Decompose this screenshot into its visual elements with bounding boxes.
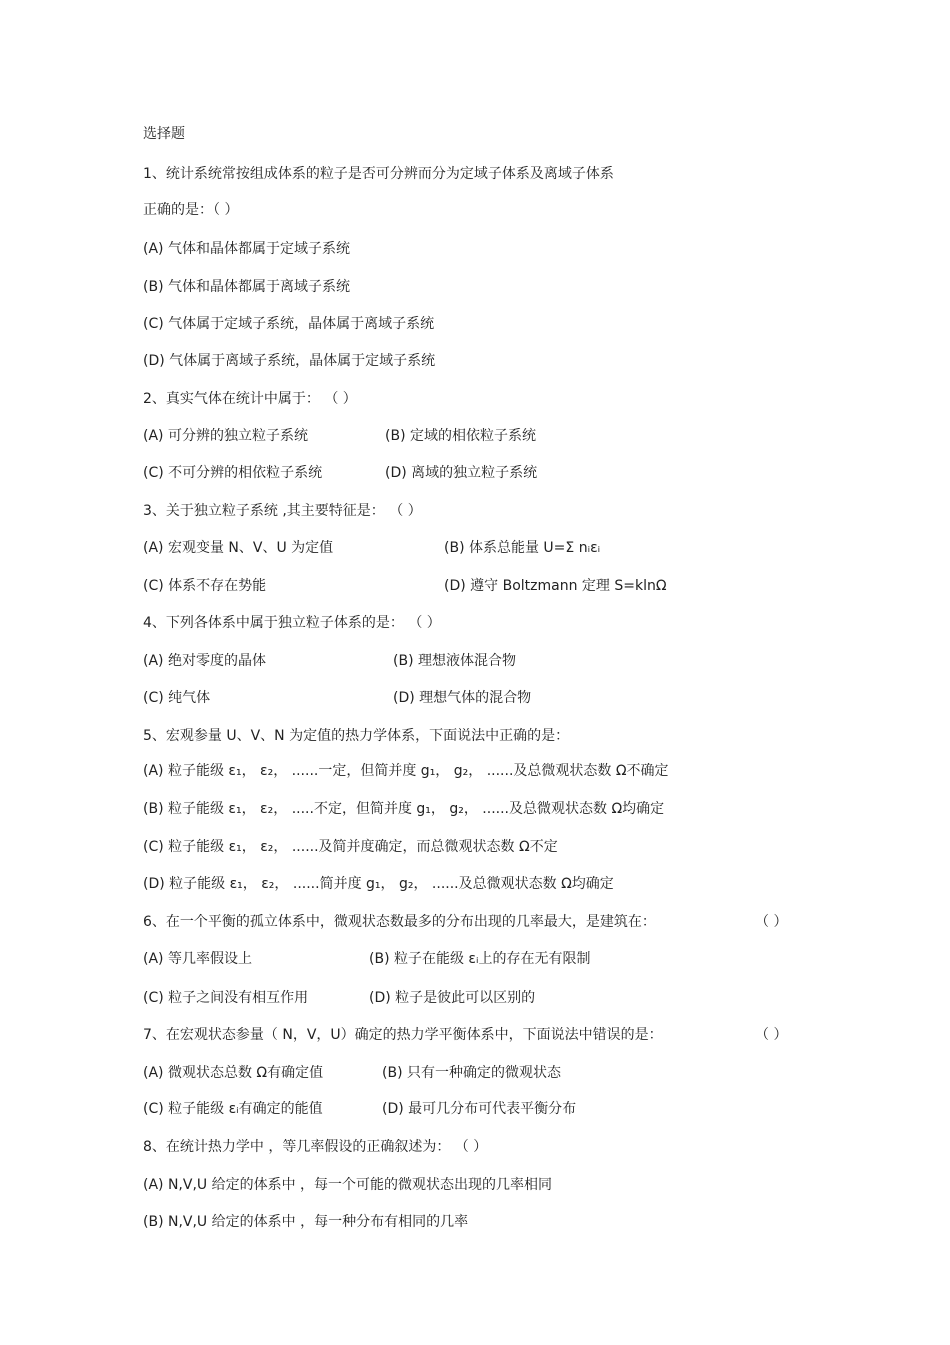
question-4-option-d: (D) 理想气体的混合物 xyxy=(393,690,532,706)
question-2-option-d: (D) 离域的独立粒子系统 xyxy=(385,465,538,481)
question-1-option-d: (D) 气体属于离域子系统，晶体属于定域子系统 xyxy=(143,353,436,369)
question-7-option-a: (A) 微观状态总数 Ω有确定值 xyxy=(143,1065,324,1081)
question-1-option-c: (C) 气体属于定域子系统，晶体属于离域子系统 xyxy=(143,316,435,332)
question-8-option-b: (B) N,V,U 给定的体系中 ，每一种分布有相同的几率 xyxy=(143,1214,469,1230)
question-8-option-a: (A) N,V,U 给定的体系中 ，每一个可能的微观状态出现的几率相同 xyxy=(143,1177,553,1193)
question-3-option-a: (A) 宏观变量 N、V、U 为定值 xyxy=(143,540,334,556)
question-5-stem: 5、宏观参量 U、V、N 为定值的热力学体系，下面说法中正确的是： xyxy=(143,728,570,744)
question-3-option-b: (B) 体系总能量 U=Σ nᵢεᵢ xyxy=(444,540,601,556)
question-1-stem-2: 正确的是：（ ） xyxy=(143,202,239,218)
question-1-option-a: (A) 气体和晶体都属于定域子系统 xyxy=(143,241,350,257)
question-1-stem: 1、统计系统常按组成体系的粒子是否可分辨而分为定域子体系及离域子体系 xyxy=(143,166,614,182)
question-6-option-b: (B) 粒子在能级 εᵢ上的存在无有限制 xyxy=(369,951,591,967)
question-6-stem: 6、在一个平衡的孤立体系中，微观状态数最多的分布出现的几率最大，是建筑在： xyxy=(143,914,656,930)
section-title: 选择题 xyxy=(143,126,185,142)
question-6-answer-bracket: （ ） xyxy=(755,914,788,930)
question-6-option-c: (C) 粒子之间没有相互作用 xyxy=(143,990,309,1006)
question-4-option-a: (A) 绝对零度的晶体 xyxy=(143,653,266,669)
question-2-option-b: (B) 定域的相依粒子系统 xyxy=(385,428,536,444)
question-8-stem: 8、在统计热力学中 ，等几率假设的正确叙述为： （ ） xyxy=(143,1139,488,1155)
question-5-option-d: (D) 粒子能级 ε₁， ε₂， ......简并度 g₁， g₂， ......及总微观状态数 Ω均确定 xyxy=(143,876,614,892)
question-5-option-c: (C) 粒子能级 ε₁， ε₂， ......及简并度确定，而总微观状态数 Ω不定 xyxy=(143,839,558,855)
question-3-option-c: (C) 体系不存在势能 xyxy=(143,578,267,594)
question-1-option-b: (B) 气体和晶体都属于离域子系统 xyxy=(143,279,350,295)
question-2-option-c: (C) 不可分辨的相依粒子系统 xyxy=(143,465,323,481)
question-7-option-c: (C) 粒子能级 εᵢ有确定的能值 xyxy=(143,1101,323,1117)
question-6-option-a: (A) 等几率假设上 xyxy=(143,951,252,967)
question-5-option-b: (B) 粒子能级 ε₁， ε₂， .....不定，但简并度 g₁， g₂， ......及总微观状态数 Ω均确定 xyxy=(143,801,665,817)
question-7-stem: 7、在宏观状态参量（ N，V，U）确定的热力学平衡体系中，下面说法中错误的是： xyxy=(143,1027,663,1043)
question-2-option-a: (A) 可分辨的独立粒子系统 xyxy=(143,428,308,444)
question-7-answer-bracket: （ ） xyxy=(755,1027,788,1043)
question-7-option-b: (B) 只有一种确定的微观状态 xyxy=(382,1065,561,1081)
question-3-option-d: (D) 遵守 Boltzmann 定理 S=klnΩ xyxy=(444,578,667,594)
question-4-option-b: (B) 理想液体混合物 xyxy=(393,653,516,669)
question-2-stem: 2、真实气体在统计中属于： （ ） xyxy=(143,391,357,407)
question-4-option-c: (C) 纯气体 xyxy=(143,690,211,706)
question-4-stem: 4、下列各体系中属于独立粒子体系的是： （ ） xyxy=(143,615,441,631)
question-5-option-a: (A) 粒子能级 ε₁， ε₂， ......一定，但简并度 g₁， g₂， ......及总微观状态数 Ω不确定 xyxy=(143,763,669,779)
question-3-stem: 3、关于独立粒子系统 ,其主要特征是： （ ） xyxy=(143,503,422,519)
question-7-option-d: (D) 最可几分布可代表平衡分布 xyxy=(382,1101,577,1117)
question-6-option-d: (D) 粒子是彼此可以区别的 xyxy=(369,990,536,1006)
